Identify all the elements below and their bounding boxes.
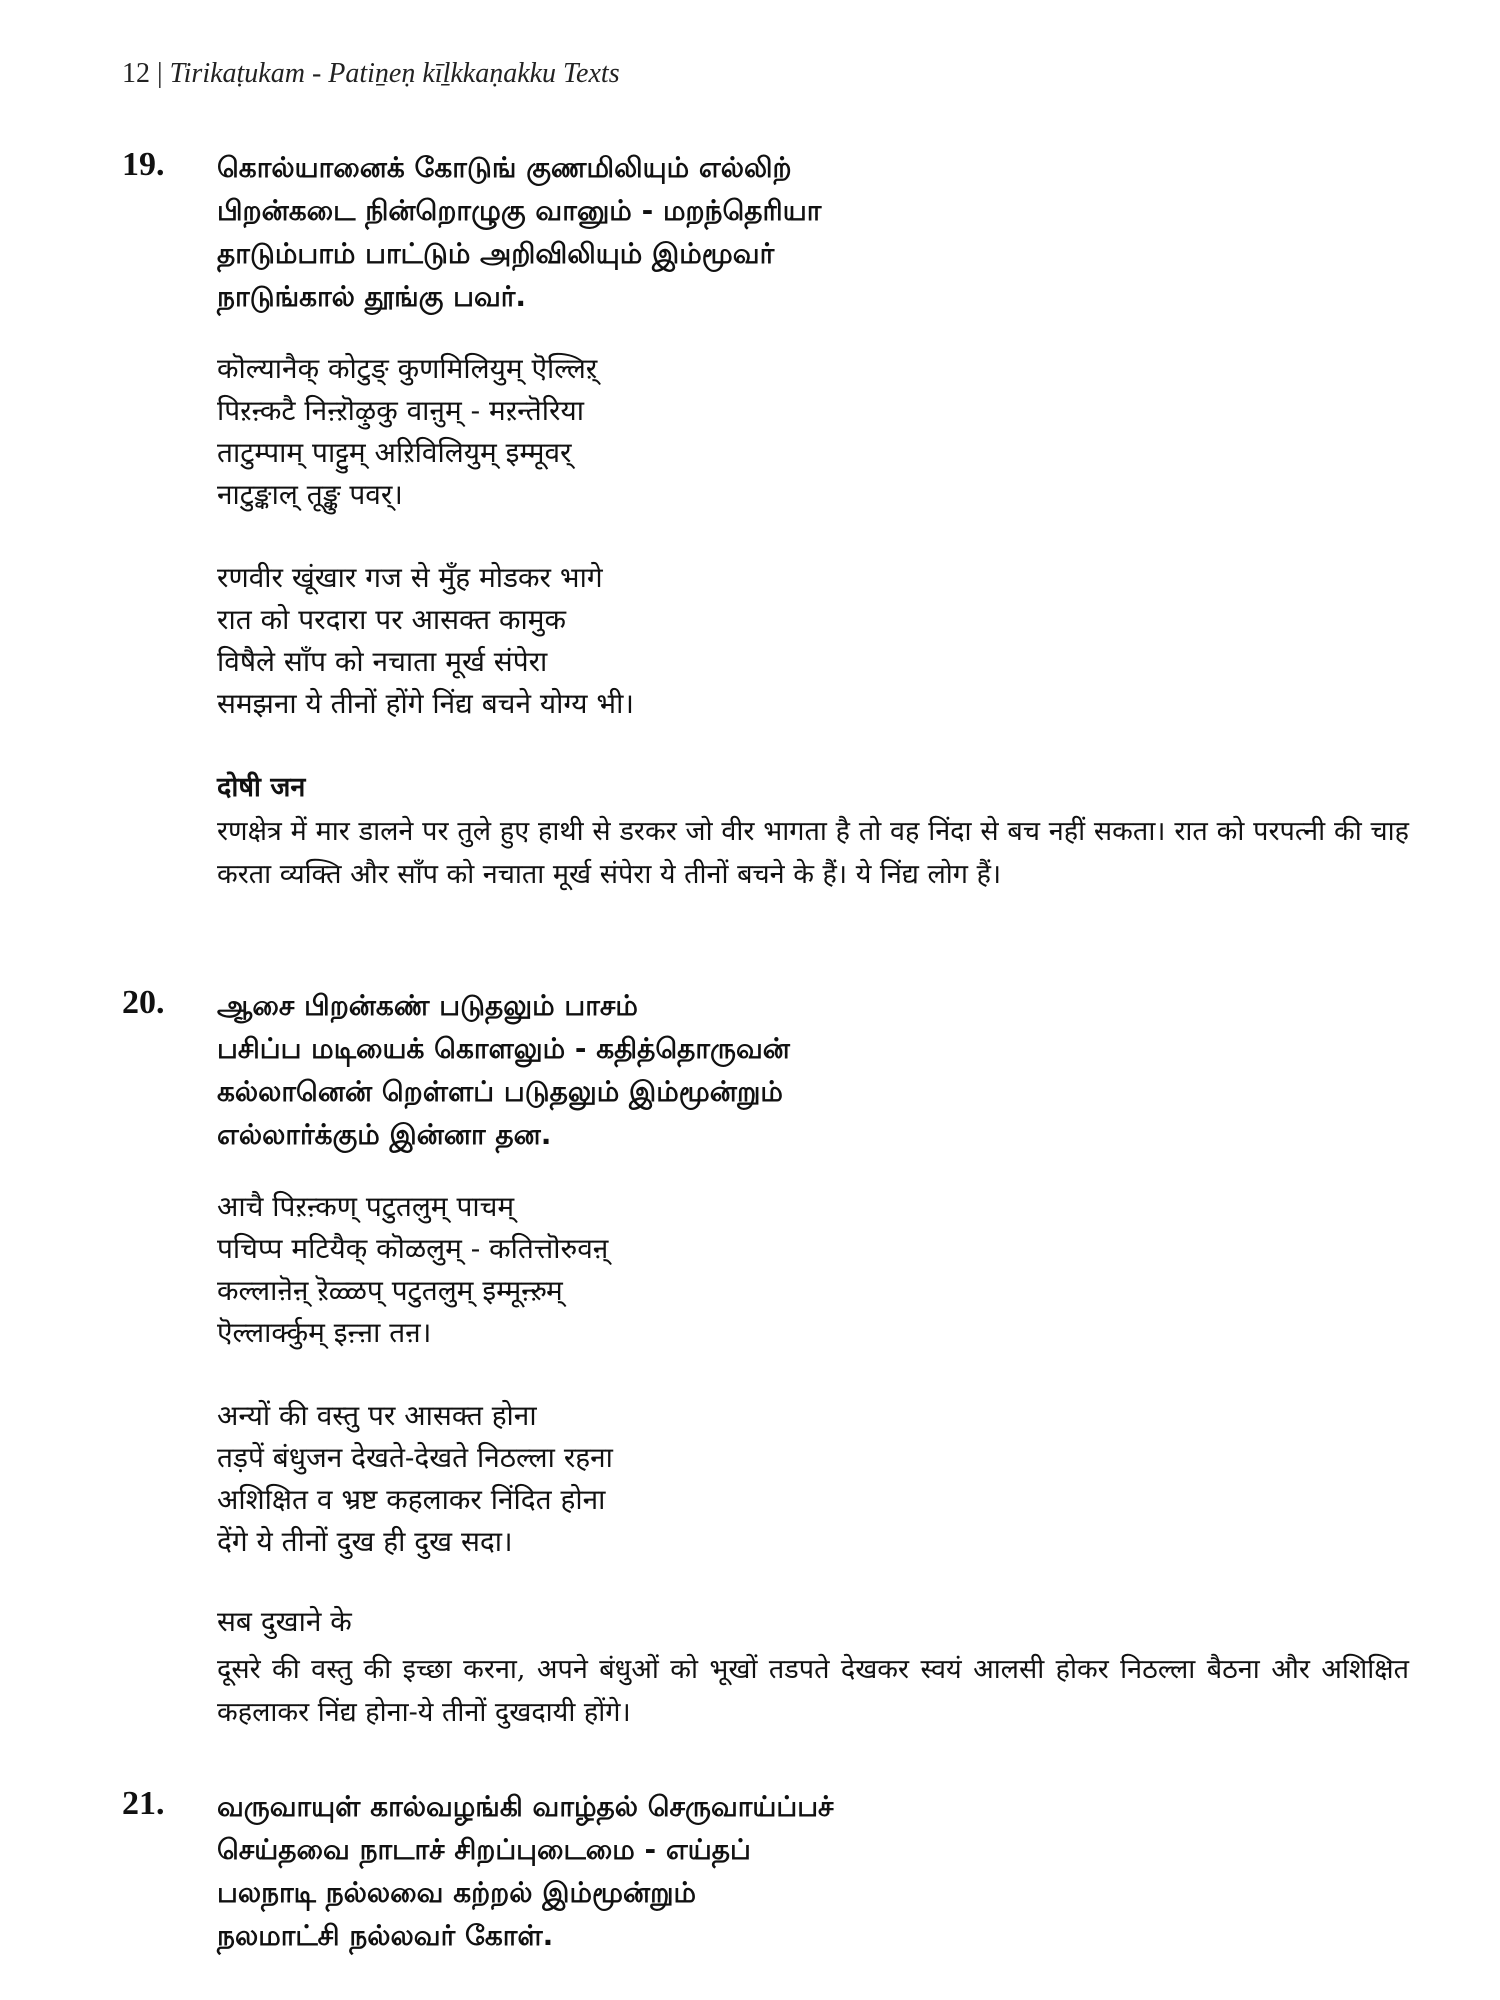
tamil-line: வருவாயுள் கால்வழங்கி வாழ்தல் செருவாய்ப்பச் <box>217 1790 834 1823</box>
tamil-line: கொல்யானைக் கோடுங் குணமிலியும் எல்லிற் <box>217 151 792 184</box>
hindi-verse-line: रणवीर खूंखार गज से मुँह मोडकर भागे <box>217 561 603 594</box>
hindi-verse <box>217 557 634 725</box>
tamil-line: பிறன்கடை நின்றொழுகு வானும் - மறந்தெரியா <box>217 194 822 227</box>
hindi-verse-line: अन्यों की वस्तु पर आसक्त होना <box>217 1399 537 1432</box>
hindi-verse-line: अशिक्षित व भ्रष्ट कहलाकर निंदित होना <box>217 1483 606 1516</box>
hindi-verse-line: तड़पें बंधुजन देखते-देखते निठल्ला रहना <box>217 1441 613 1474</box>
hindi-verse-line: विषैले साँप को नचाता मूर्ख संपेरा <box>217 645 548 678</box>
hindi-verse <box>217 1395 613 1563</box>
commentary-title: दोषी जन <box>217 772 306 803</box>
tamil-line: தாடும்பாம் பாட்டும் அறிவிலியும் இம்மூவர் <box>217 237 775 270</box>
transliteration <box>217 348 597 516</box>
transliteration-line: ताटुम्पाम् पाट्टुम् अऱिविलियुम् इम्मूवर् <box>217 436 572 469</box>
tamil-verse <box>217 146 821 318</box>
verse-number: 20. <box>122 984 165 1021</box>
tamil-line: பசிப்ப மடியைக் கொளலும் - கதித்தொருவன் <box>217 1032 790 1065</box>
tamil-line: நாடுங்கால் தூங்கு பவர். <box>217 280 527 313</box>
page-header <box>122 58 620 90</box>
tamil-line: செய்தவை நாடாச் சிறப்புடைமை - எய்தப் <box>217 1833 751 1866</box>
tamil-verse <box>217 984 790 1156</box>
page-number: 12 <box>122 58 150 89</box>
verse-number: 19. <box>122 146 165 183</box>
transliteration-line: कॊल्यानैक् कोटुङ् कुणमिलियुम् ऎल्लिऱ् <box>217 352 598 385</box>
transliteration-line: कल्लाऩॆऩ् ऱॆळ्ळप् पटुतलुम् इम्मूऩ्ऱुम् <box>217 1274 563 1307</box>
commentary-text: दूसरे की वस्तु की इच्छा करना, अपने बंधुओं को भूखों तडपते देखकर स्वयं आलसी होकर निठल्ला बैठना और अशिक्षित कहलाकर निंद्य होना-ये तीनों दुखदायी होंगे। <box>217 1654 1409 1728</box>
transliteration-line: ऎल्लार्क्कुम् इऩ्ऩा तऩ। <box>217 1316 432 1349</box>
transliteration-line: पिऱऩ्कटै निऩ्ऱॊऴुकु वाऩुम् - मऱन्तॆरिया <box>217 394 584 427</box>
transliteration-line: नाटुङ्काल् तूङ्कु पवर्। <box>217 478 403 511</box>
commentary-title: सब दुखाने के <box>217 1605 352 1638</box>
tamil-line: கல்லானென் றெள்ளப் படுதலும் இம்மூன்றும் <box>217 1075 783 1108</box>
hindi-verse-line: देंगे ये तीनों दुख ही दुख सदा। <box>217 1525 513 1558</box>
tamil-line: பலநாடி நல்லவை கற்றல் இம்மூன்றும் <box>217 1876 697 1909</box>
transliteration <box>217 1186 608 1354</box>
book-title: Tirikaṭukam - Patiṉeṇ kīḻkkaṇakku Texts <box>169 58 620 89</box>
hindi-verse-line: रात को परदारा पर आसक्त कामुक <box>217 603 566 636</box>
verse-number: 21. <box>122 1785 165 1822</box>
hindi-verse-line: समझना ये तीनों होंगे निंद्य बचने योग्य भी। <box>217 687 634 720</box>
tamil-line: ஆசை பிறன்கண் படுதலும் பாசம் <box>217 989 638 1022</box>
tamil-line: எல்லார்க்கும் இன்னா தன. <box>217 1118 552 1151</box>
transliteration-line: आचै पिऱऩ्कण् पटुतलुम् पाचम् <box>217 1190 515 1223</box>
transliteration-line: पचिप्प मटियैक् कॊळलुम् - कतित्तॊरुवऩ् <box>217 1232 609 1265</box>
tamil-verse <box>217 1785 834 1957</box>
commentary-text: रणक्षेत्र में मार डालने पर तुले हुए हाथी से डरकर जो वीर भागता है तो वह निंदा से बच नहीं सकता। रात को परपत्नी की चाह करता व्यक्ति और साँप को नचाता मूर्ख संपेरा ये तीनों बचने के हैं। ये निंद्य लोग हैं। <box>217 816 1409 890</box>
tamil-line: நலமாட்சி நல்லவர் கோள். <box>217 1919 554 1952</box>
header-separator: | <box>150 58 170 89</box>
